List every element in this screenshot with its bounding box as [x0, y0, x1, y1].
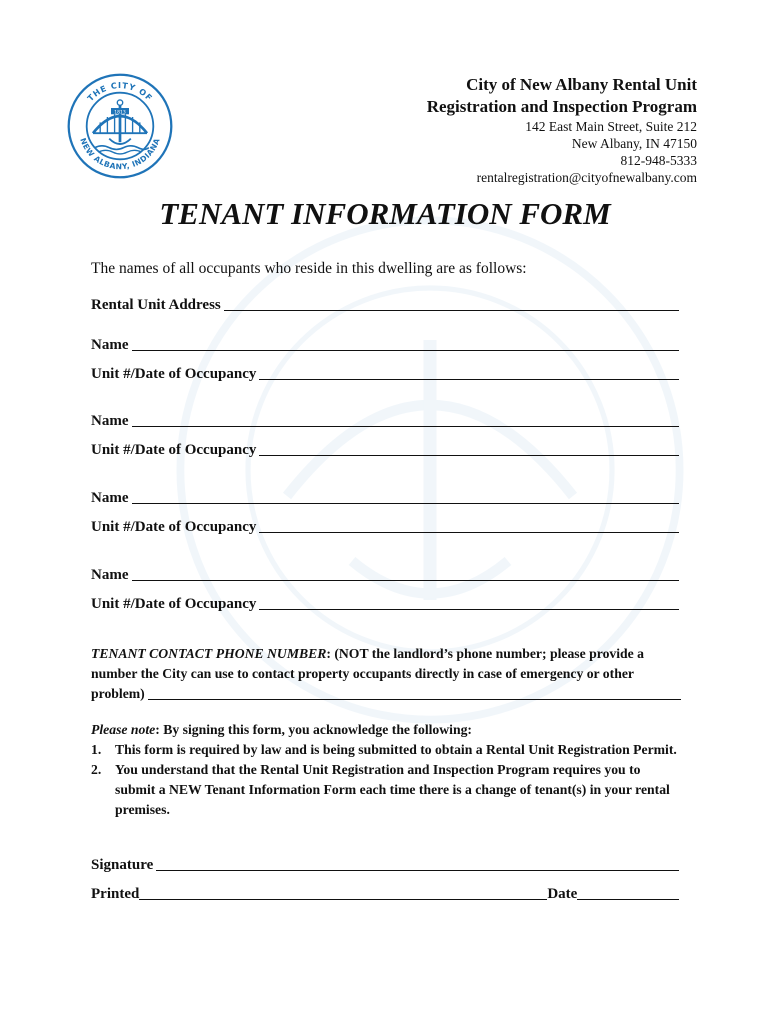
contact-text1: : (NOT the landlord’s phone number; please provide a [326, 646, 645, 661]
name-line[interactable] [132, 566, 680, 581]
signature-label: Signature [91, 857, 154, 873]
name-line[interactable] [132, 412, 680, 427]
form-intro: The names of all occupants who reside in this dwelling are as follows: [91, 260, 527, 277]
unit-date-line[interactable] [259, 365, 679, 380]
agency-address2: New Albany, IN 47150 [571, 136, 697, 151]
name-label: Name [91, 567, 129, 583]
agency-phone: 812-948-5333 [620, 153, 697, 168]
note-item [91, 760, 681, 820]
seal-top-text: THE CITY OF [85, 80, 155, 104]
occupant-name-field[interactable] [91, 489, 679, 507]
rental-address-field[interactable] [91, 296, 679, 314]
signature-line[interactable] [156, 856, 679, 871]
name-label: Name [91, 413, 129, 429]
unit-date-field[interactable] [91, 365, 679, 383]
printed-date-field [91, 885, 679, 903]
contact-phone-line[interactable] [148, 685, 681, 700]
date-line[interactable] [577, 885, 679, 900]
contact-text2: number the City can use to contact property occupants directly in case of emergency or other [91, 666, 634, 681]
unit-date-field[interactable] [91, 518, 679, 536]
agency-title-line2: Registration and Inspection Program [426, 97, 697, 116]
seal-bottom-text: NEW ALBANY, INDIANA [78, 136, 162, 172]
unit-date-field[interactable] [91, 441, 679, 459]
note-item-text: This form is required by law and is being submitted to obtain a Rental Unit Registration Permit. [115, 742, 677, 757]
agency-header [427, 74, 697, 186]
name-label: Name [91, 490, 129, 506]
unit-date-label: Unit #/Date of Occupancy [91, 442, 257, 458]
unit-date-field[interactable] [91, 595, 679, 613]
rental-address-line[interactable] [224, 296, 679, 311]
note-item-number: 2. [91, 762, 102, 777]
city-seal-logo [66, 72, 174, 180]
seal-banner-text: 1813 [114, 110, 126, 116]
occupant-name-field[interactable] [91, 566, 679, 584]
unit-date-line[interactable] [259, 595, 679, 610]
note-intro: : By signing this form, you acknowledge the following: [155, 722, 472, 737]
unit-date-label: Unit #/Date of Occupancy [91, 596, 257, 612]
acknowledgement-note [91, 720, 681, 820]
agency-email: rentalregistration@cityofnewalbany.com [476, 170, 697, 185]
note-list [91, 740, 681, 820]
contact-phone-section [91, 644, 681, 704]
occupant-name-field[interactable] [91, 412, 679, 430]
note-heading [91, 720, 681, 740]
date-label: Date [547, 886, 578, 902]
contact-text3: problem) [91, 686, 145, 701]
signature-field[interactable] [91, 856, 679, 874]
printed-label: Printed [91, 886, 140, 902]
contact-line1 [91, 644, 681, 664]
form-title: TENANT INFORMATION FORM [159, 196, 611, 231]
note-label: Please note [91, 722, 156, 737]
name-line[interactable] [132, 336, 680, 351]
rental-address-label: Rental Unit Address [91, 297, 221, 313]
unit-date-line[interactable] [259, 441, 679, 456]
name-label: Name [91, 337, 129, 353]
name-line[interactable] [132, 489, 680, 504]
occupant-name-field[interactable] [91, 336, 679, 354]
note-item [91, 740, 681, 760]
contact-label: TENANT CONTACT PHONE NUMBER [91, 646, 327, 661]
agency-address1: 142 East Main Street, Suite 212 [525, 119, 697, 134]
note-item-text: You understand that the Rental Unit Registration and Inspection Program requires you to submit a NEW Tenant Information Form each time there is a change of tenant(s) in your rental premises. [115, 762, 670, 817]
unit-date-label: Unit #/Date of Occupancy [91, 366, 257, 382]
agency-title-line1: City of New Albany Rental Unit [466, 75, 697, 94]
printed-line[interactable] [139, 885, 547, 900]
contact-phone-field[interactable] [91, 684, 681, 704]
unit-date-label: Unit #/Date of Occupancy [91, 519, 257, 535]
note-item-number: 1. [91, 742, 102, 757]
unit-date-line[interactable] [259, 518, 679, 533]
